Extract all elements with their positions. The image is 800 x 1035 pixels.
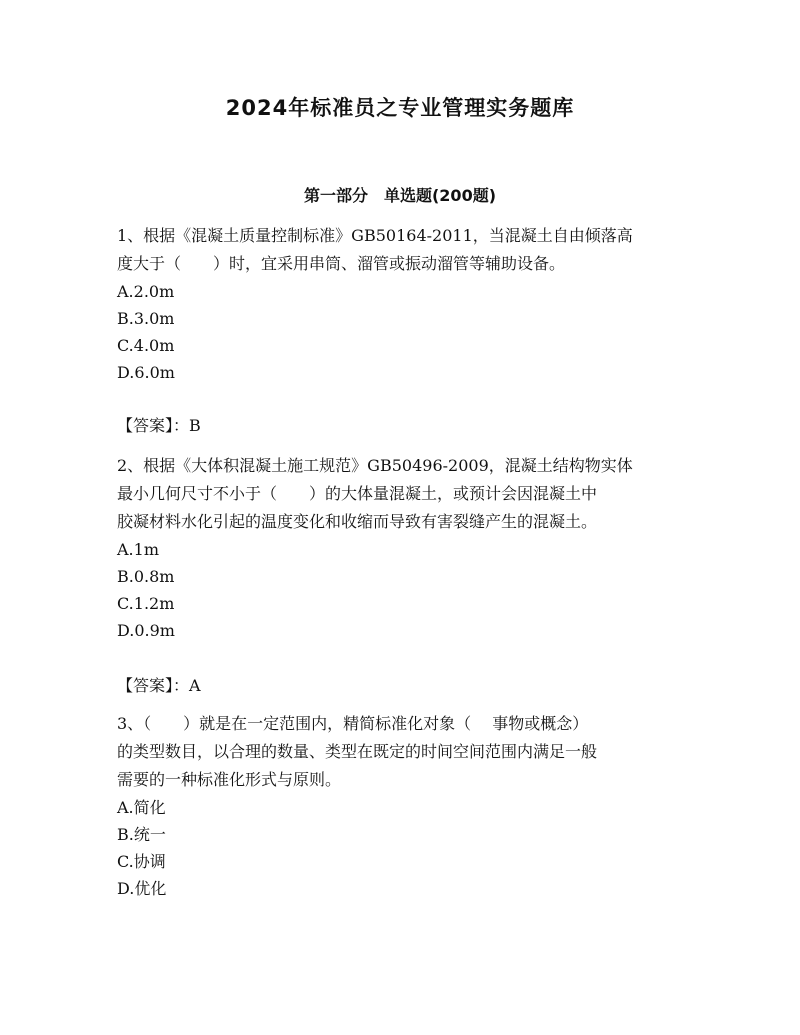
answer-2 <box>117 672 201 700</box>
question-stem-line: 2、根据《大体积混凝土施工规范》GB50496-2009，混凝土结构物实体 <box>117 456 633 475</box>
question-stem-line: 1、根据《混凝土质量控制标准》GB50164-2011，当混凝土自由倾落高 <box>117 226 633 245</box>
question-stem-line: 最小几何尺寸不小于（ ）的大体量混凝土，或预计会因混凝土中 <box>117 484 598 503</box>
question-stem-line: 需要的一种标准化形式与原则。 <box>117 770 342 789</box>
question-2 <box>117 452 697 644</box>
option-b: B.3.0m <box>117 309 175 328</box>
option-a: A.简化 <box>117 798 166 817</box>
option-d: D.0.9m <box>117 621 175 640</box>
option-b: B.0.8m <box>117 567 175 586</box>
option-c: C.1.2m <box>117 594 175 613</box>
option-a: A.1m <box>117 540 159 559</box>
option-d: D.优化 <box>117 879 167 898</box>
answer-value: A <box>189 676 201 695</box>
question-stem-line: 胶凝材料水化引起的温度变化和收缩而导致有害裂缝产生的混凝土。 <box>117 512 598 531</box>
option-c: C.协调 <box>117 852 166 871</box>
option-c: C.4.0m <box>117 336 175 355</box>
question-3 <box>117 710 697 902</box>
document-title: 2024年标准员之专业管理实务题库 <box>225 96 575 120</box>
answer-prefix: 【答案】： <box>117 416 190 435</box>
answer-value: B <box>189 416 201 435</box>
answer-1 <box>117 412 201 440</box>
question-1 <box>117 222 697 386</box>
section-heading: 第一部分 单选题(200题) <box>303 186 497 205</box>
question-stem-line: 3、（ ）就是在一定范围内，精简标准化对象（ 事物或概念） <box>117 714 589 733</box>
option-d: D.6.0m <box>117 363 175 382</box>
option-b: B.统一 <box>117 825 166 844</box>
question-stem-line: 度大于（ ）时，宜采用串筒、溜管或振动溜管等辅助设备。 <box>117 254 566 273</box>
question-stem-line: 的类型数目，以合理的数量、类型在既定的时间空间范围内满足一般 <box>117 742 598 761</box>
option-a: A.2.0m <box>117 282 175 301</box>
answer-prefix: 【答案】： <box>117 676 190 695</box>
